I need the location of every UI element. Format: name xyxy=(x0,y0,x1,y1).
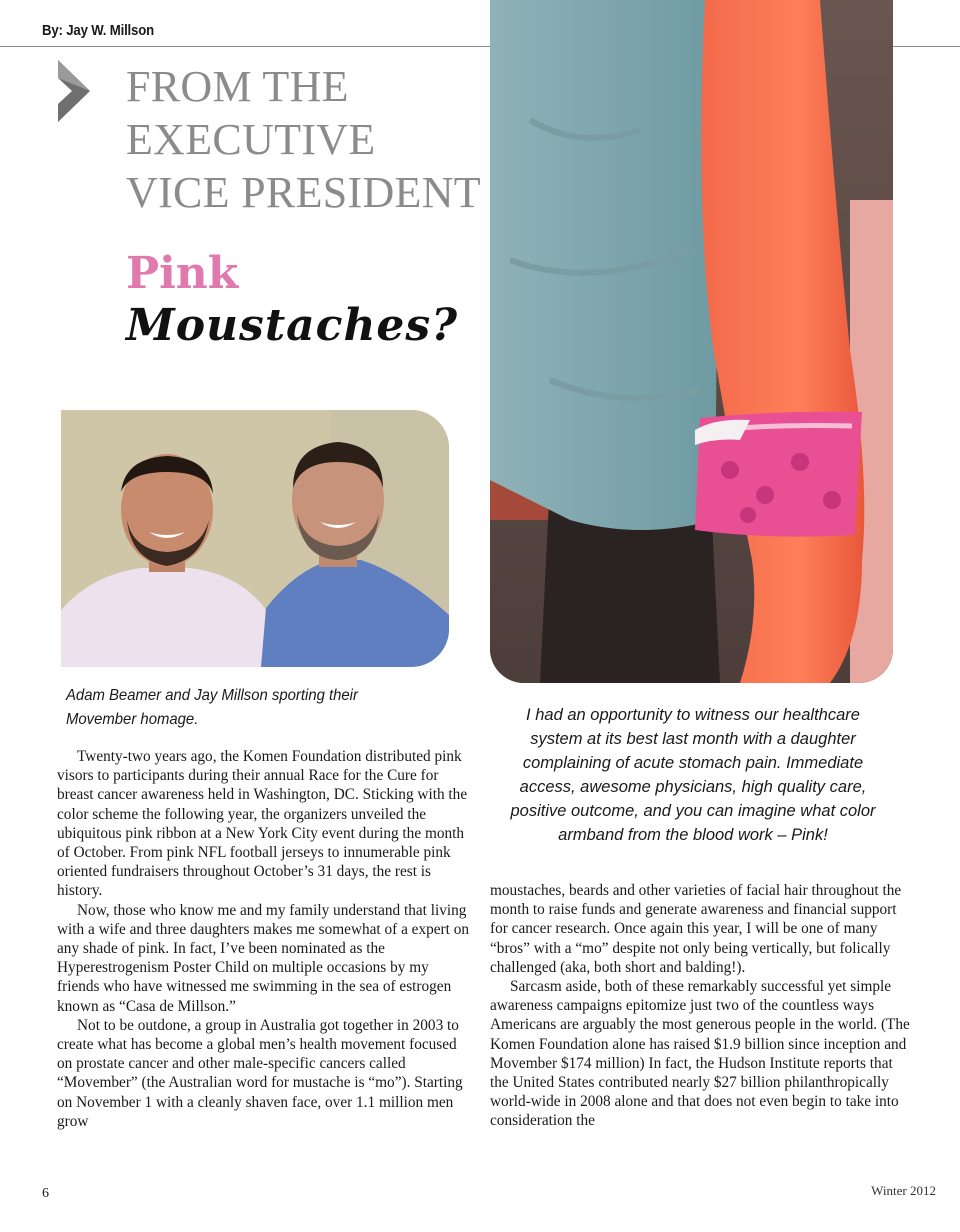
byline: By: Jay W. Millson xyxy=(42,22,154,39)
paragraph: Not to be outdone, a group in Australia got together in 2003 to create what has become a global men’s health movement focused on prostate cancer and other male-specific cancers called “Movember” (the Australian word for mustache is “mo”). Starting on November 1 with a cleanly shaven face, over 1.1 million men grow xyxy=(57,1016,463,1130)
issue-label: Winter 2012 xyxy=(871,1183,936,1198)
paragraph: moustaches, beards and other varieties of facial hair throughout the month to raise funds and generate awareness and financial support for cancer research. Once again this year, I will be one of many “bros” with a “mo” despite not only being vertically, but folically challenged (aka, both short and balding!). xyxy=(490,882,902,976)
section-title-line: VICE PRESIDENT xyxy=(126,168,481,217)
article-column-right xyxy=(490,881,910,1131)
headline xyxy=(126,248,458,352)
page-number: 6 xyxy=(42,1186,49,1201)
headline-line-2: Moustaches? xyxy=(126,300,458,351)
section-title-line: FROM THE xyxy=(126,62,349,111)
chevron-right-icon xyxy=(56,58,92,124)
header-rule-right xyxy=(892,46,960,47)
paragraph: Twenty-two years ago, the Komen Foundation distributed pink visors to participants during their annual Race for the Cure for breast cancer awareness held in Washington, DC. Sticking with the color scheme the following year, the organizers unveiled the ubiquitous pink ribbon at a New York City event during the month of October. From pink NFL football jerseys to innumerable pink oriented fundraisers throughout October’s 31 days, the rest is history. xyxy=(57,748,468,900)
headline-line-1: Pink xyxy=(126,248,239,299)
paragraph: Sarcasm aside, both of these remarkably successful yet simple awareness campaigns epitomize just two of the countless ways Americans are arguably the most generous people in the world. (The Komen Foundation alone has raised $1.9 billion since inception and Movember $174 million) In fact, the Hudson Institute reports that the United States contributed nearly $27 billion philanthropically world-wide in 2008 alone and that does not even begin to take into consideration the xyxy=(490,978,910,1130)
photo-caption-arm: I had an opportunity to witness our healthcare system at its best last month with a daughter complaining of acute stomach pain. Immediate access, awesome physicians, high quality care, positive outcome, and you can imagine what color armband from the blood work – Pink! xyxy=(510,706,876,844)
photo-two-men xyxy=(61,410,449,667)
photo-caption: Adam Beamer and Jay Millson sporting their Movember homage. xyxy=(66,687,358,728)
photo-arm-with-pink-armband xyxy=(490,0,893,683)
article-column-left xyxy=(57,747,473,1131)
paragraph: Now, those who know me and my family understand that living with a wife and three daughters makes me somewhat of a expert on any shade of pink. In fact, I’ve been nominated as the Hyperestrogenism Poster Child on multiple occasions by my friends who have witnessed me swimming in the sea of estrogen known as “Casa de Millson.” xyxy=(57,901,470,1015)
section-title-line: EXECUTIVE xyxy=(126,115,376,164)
section-title xyxy=(126,60,481,219)
header-rule xyxy=(0,46,490,47)
